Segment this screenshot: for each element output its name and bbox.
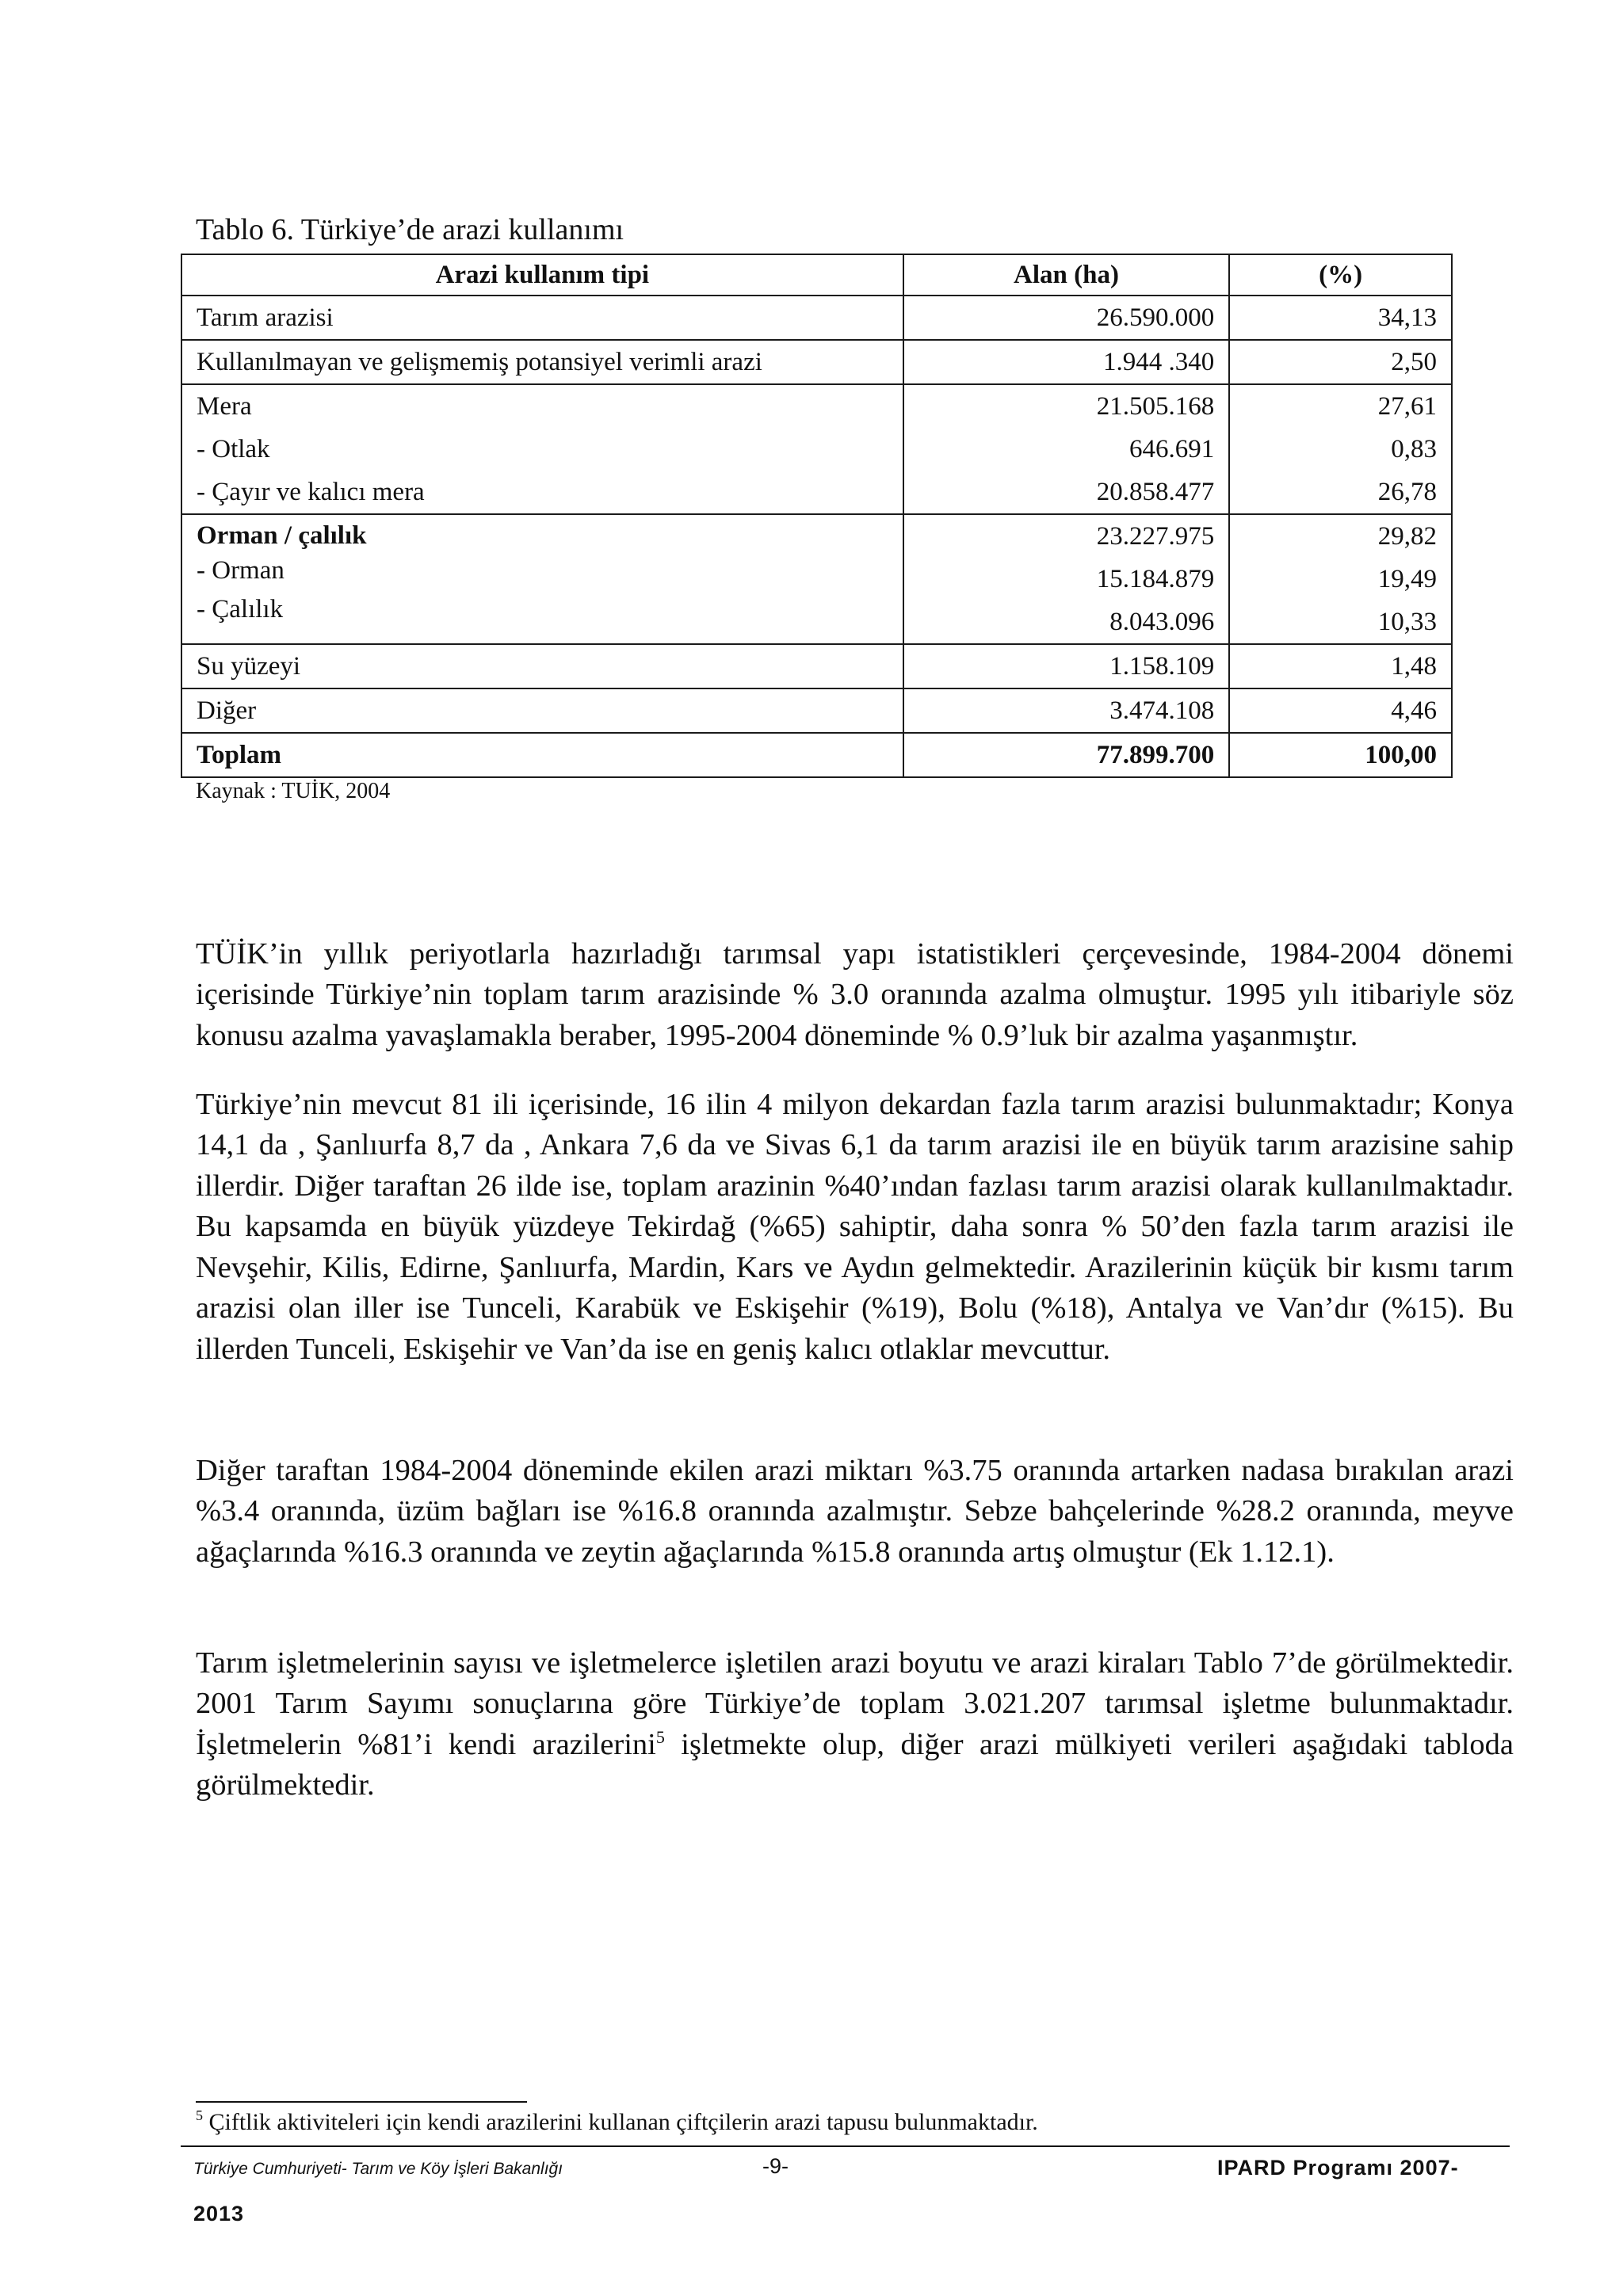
footer-separator [181,2145,1510,2147]
row-area: 23.227.975 [1096,522,1215,551]
sub-row-area: 15.184.879 [1096,565,1215,593]
header-land-use-type: Arazi kullanım tipi [181,254,903,296]
paragraph: Diğer taraftan 1984-2004 döneminde ekilen arazi miktarı %3.75 oranında artarken nadasa bırakılan arazi %3.4 oranında, üzüm bağları ise %16.8 oranında azalmıştır. Sebze bahçelerinde %28.2 oranında, meyve ağaçlarında %16.3 oranında ve zeytin ağaçlarında %15.8 oranında artış olmuştur (Ek 1.12.1). [196,1453,1514,1569]
table-caption: Tablo 6. Türkiye’de arazi kullanımı [196,213,624,246]
row-label: Kullanılmayan ve gelişmemiş potansiyel verimli arazi [181,340,903,384]
row-percent: 1,48 [1229,644,1452,688]
paragraph: TÜİK’in yıllık periyotlarla hazırladığı tarımsal yapı istatistikleri çerçevesinde, 1984-2004 dönemi içerisinde Türkiye’nin toplam tarım arazisinde % 3.0 oranında azalma olmuştur. 1995 yılı itibariyle söz konusu azalma yavaşlamakla beraber, 1995-2004 döneminde % 0.9’luk bir azalma yaşanmıştır. [196,936,1514,1052]
row-area: 3.474.108 [903,688,1230,733]
footer-ministry: Türkiye Cumhuriyeti- Tarım ve Köy İşleri Bakanlığı [193,2160,563,2178]
land-use-table [181,254,1453,778]
paragraph [196,1643,1514,1806]
row-percent: 4,46 [1229,688,1452,733]
paragraph-text: işletmekte olup, diğer arazi mülkiyeti verileri aşağıdaki tabloda görülmektedir. [196,1727,1514,1802]
row-label-group [181,514,903,644]
row-percent: 27,61 [1377,392,1437,421]
sub-row-percent: 0,83 [1391,435,1437,463]
row-area-group [903,514,1230,644]
total-label: Toplam [181,733,903,777]
table-total-row [181,733,1452,777]
footnote-reference: 5 [655,1726,665,1747]
sub-row-label: - Çayır ve kalıcı mera [197,478,425,506]
table-source: Kaynak : TUİK, 2004 [196,779,391,803]
sub-row-percent: 26,78 [1377,478,1437,506]
row-label: Su yüzeyi [181,644,903,688]
footnote-text: Çiftlik aktiviteleri için kendi arazilerini kullanan çiftçilerin arazi tapusu bulunmaktadır. [203,2109,1038,2135]
total-area: 77.899.700 [903,733,1230,777]
row-percent-group [1229,384,1452,514]
row-area: 26.590.000 [903,296,1230,340]
row-percent-group [1229,514,1452,644]
row-area: 21.505.168 [1096,392,1215,421]
row-label: Mera [197,392,252,421]
sub-row-label: - Çalılık [197,595,284,624]
sub-row-percent: 10,33 [1377,608,1437,636]
row-area: 1.944 .340 [903,340,1230,384]
footnote-separator [196,2101,527,2103]
footer-program: IPARD Programı 2007- [1217,2156,1459,2180]
paragraph: Türkiye’nin mevcut 81 ili içerisinde, 16 ilin 4 milyon dekardan fazla tarım arazisi bulunmaktadır; Konya 14,1 da , Şanlıurfa 8,7 da , Ankara 7,6 da ve Sivas 6,1 da tarım arazisi ile en büyük tarım arazisine sahip illerdir. Diğer taraftan 26 ilde ise, toplam arazinin %40’ından fazlası tarım arazisi olarak kullanılmaktadır. Bu kapsamda en büyük yüzdeye Tekirdağ (%65) sahiptir, daha sonra % 50’den fazla tarım arazisi ile Nevşehir, Kilis, Edirne, Şanlıurfa, Mardin, Kars ve Aydın gelmektedir. Arazilerinin küçük bir kısmı tarım arazisi olan iller ise Tunceli, Karabük ve Eskişehir (%19), Bolu (%18), Antalya ve Van’dır (%15). Bu illerden Tunceli, Eskişehir ve Van’da ise en geniş kalıcı otlaklar mevcuttur. [196,1087,1514,1366]
row-percent: 2,50 [1229,340,1452,384]
sub-row-area: 8.043.096 [1109,608,1215,636]
row-label: Orman / çalılık [197,521,367,550]
table-row [181,340,1452,384]
row-label-group [181,384,903,514]
header-percent: (%) [1229,254,1452,296]
footnote [196,2107,1038,2138]
footnote-marker: 5 [196,2107,203,2123]
header-area: Alan (ha) [903,254,1230,296]
table-row [181,384,1452,514]
sub-row-percent: 19,49 [1377,565,1437,593]
total-percent: 100,00 [1229,733,1452,777]
table-row [181,688,1452,733]
sub-row-label: - Otlak [197,435,270,463]
paragraph-text: Tarım işletmelerinin sayısı ve işletmelerce işletilen arazi boyutu ve arazi kiraları Tablo 7’de görülmektedir. 2001 Tarım Sayımı sonuçlarına göre Türkiye’de toplam 3.021.207 tarımsal işletme bulunmaktadır. İşletmelerin %81’i kendi arazilerini [196,1646,1514,1761]
table-row [181,644,1452,688]
row-area: 1.158.109 [903,644,1230,688]
sub-row-area: 20.858.477 [1096,478,1215,506]
table-row [181,514,1452,644]
sub-row-area: 646.691 [1129,435,1215,463]
sub-row-label: - Orman [197,556,285,585]
row-label: Diğer [181,688,903,733]
footer-year: 2013 [193,2202,245,2225]
row-label: Tarım arazisi [181,296,903,340]
page-number: -9- [762,2154,789,2178]
table-row [181,296,1452,340]
row-area-group [903,384,1230,514]
row-percent: 29,82 [1377,522,1437,551]
table-header-row [181,254,1452,296]
row-percent: 34,13 [1229,296,1452,340]
